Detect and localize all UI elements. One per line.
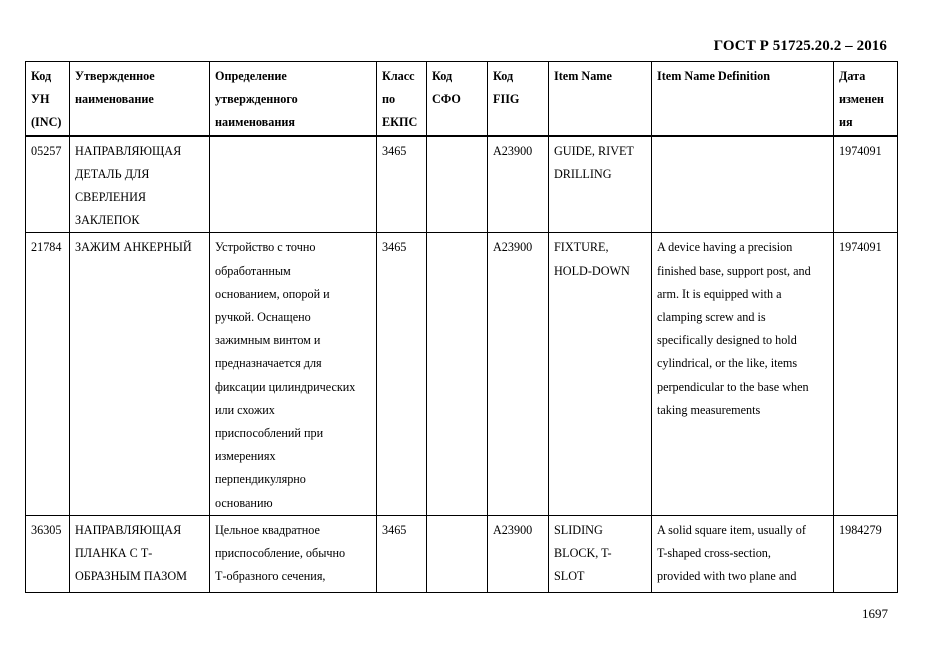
cell-line: cylindrical, or the like, items xyxy=(657,356,798,371)
column-header-line: утвержденного xyxy=(215,92,298,107)
catalog-table xyxy=(25,61,898,593)
column-header-line: FIIG xyxy=(493,92,520,107)
cell-fiig: A23900 xyxy=(488,136,549,233)
column-header-line: ия xyxy=(839,115,853,130)
column-header-line: УН xyxy=(31,92,50,107)
column-header-line: СФО xyxy=(432,92,461,107)
document-header: ГОСТ Р 51725.20.2 – 2016 xyxy=(713,38,887,54)
column-header-line: (INC) xyxy=(31,115,62,130)
column-header-line: Определение xyxy=(215,69,287,83)
table-row xyxy=(26,233,898,515)
cell-fiig: A23900 xyxy=(488,515,549,592)
column-header-line: Дата xyxy=(839,69,866,83)
cell-line: GUIDE, RIVET xyxy=(554,143,634,158)
cell-line: ДЕТАЛЬ ДЛЯ xyxy=(75,166,150,181)
column-header-class xyxy=(377,62,427,136)
cell-line: Устройство с точно xyxy=(215,240,316,255)
column-header-date xyxy=(834,62,898,136)
cell-line: SLIDING xyxy=(554,522,603,537)
column-header-line: наименования xyxy=(215,115,295,130)
cell-sfo xyxy=(427,136,488,233)
cell-inc: 36305 xyxy=(26,515,70,592)
cell-line: основанию xyxy=(215,495,273,510)
cell-line: или схожих xyxy=(215,402,275,417)
cell-date: 1974091 xyxy=(834,233,898,515)
column-header-sfo xyxy=(427,62,488,136)
cell-fiig: A23900 xyxy=(488,233,549,515)
table-header-row xyxy=(26,62,898,136)
column-header-item-name xyxy=(549,62,652,136)
cell-line: фиксации цилиндрических xyxy=(215,379,356,394)
cell-class: 3465 xyxy=(377,233,427,515)
table-body xyxy=(26,136,898,593)
column-header-line: изменен xyxy=(839,92,884,107)
cell-sfo xyxy=(427,515,488,592)
cell-line: приспособлений при xyxy=(215,426,324,441)
cell-line: T-shaped cross-section, xyxy=(657,546,771,561)
column-header-name xyxy=(70,62,210,136)
cell-line: предназначается для xyxy=(215,356,322,371)
column-header-inc xyxy=(26,62,70,136)
cell-line: Цельное квадратное xyxy=(215,522,320,537)
cell-line: arm. It is equipped with a xyxy=(657,286,782,301)
cell-inc: 21784 xyxy=(26,233,70,515)
cell-definition xyxy=(210,136,377,233)
cell-date: 1984279 xyxy=(834,515,898,592)
cell-line: Т-образного сечения, xyxy=(215,569,326,584)
cell-line: A solid square item, usually of xyxy=(657,522,806,537)
cell-line: НАПРАВЛЯЮЩАЯ xyxy=(75,143,182,158)
cell-line: ЗАЖИМ АНКЕРНЫЙ xyxy=(75,240,192,255)
cell-line: clamping screw and is xyxy=(657,310,766,325)
cell-line: A device having a precision xyxy=(657,240,793,255)
cell-line: SLOT xyxy=(554,569,585,584)
cell-line: ЗАКЛЕПОК xyxy=(75,213,140,228)
cell-line: ручкой. Оснащено xyxy=(215,310,311,325)
cell-line: specifically designed to hold xyxy=(657,333,797,348)
page-number: 1697 xyxy=(862,606,888,621)
column-header-line: по xyxy=(382,92,396,107)
column-header-line: Утвержденное xyxy=(75,69,155,83)
cell-line: provided with two plane and xyxy=(657,569,797,584)
column-header-line: Код xyxy=(432,69,453,83)
cell-line: FIXTURE, xyxy=(554,240,609,255)
cell-line: HOLD-DOWN xyxy=(554,263,630,278)
column-header-line: Код xyxy=(31,69,52,83)
cell-line: перпендикулярно xyxy=(215,472,306,487)
column-header-line: Код xyxy=(493,69,514,83)
cell-line: DRILLING xyxy=(554,166,612,181)
column-header-line: Класс xyxy=(382,69,415,83)
cell-line: BLOCK, T- xyxy=(554,546,612,561)
cell-line: обработанным xyxy=(215,263,291,278)
cell-line: taking measurements xyxy=(657,402,761,417)
cell-line: ПЛАНКА С Т- xyxy=(75,546,153,561)
cell-name xyxy=(70,136,210,233)
column-header-line: Item Name Definition xyxy=(657,69,771,83)
cell-name xyxy=(70,233,210,515)
cell-line: СВЕРЛЕНИЯ xyxy=(75,190,147,205)
cell-inc: 05257 xyxy=(26,136,70,233)
cell-item-name xyxy=(549,515,652,592)
cell-item-name xyxy=(549,233,652,515)
column-header-line: ЕКПС xyxy=(382,115,418,130)
cell-line: приспособление, обычно xyxy=(215,546,346,561)
column-header-item-definition xyxy=(652,62,834,136)
table-row xyxy=(26,136,898,233)
column-header-fiig xyxy=(488,62,549,136)
cell-line: НАПРАВЛЯЮЩАЯ xyxy=(75,522,182,537)
cell-name xyxy=(70,515,210,592)
cell-line: зажимным винтом и xyxy=(215,333,321,348)
cell-item-definition xyxy=(652,515,834,592)
cell-class: 3465 xyxy=(377,136,427,233)
cell-sfo xyxy=(427,233,488,515)
cell-item-name xyxy=(549,136,652,233)
column-header-line: Item Name xyxy=(554,69,612,83)
cell-line: ОБРАЗНЫМ ПАЗОМ xyxy=(75,569,187,584)
cell-item-definition xyxy=(652,233,834,515)
cell-definition xyxy=(210,233,377,515)
cell-line: perpendicular to the base when xyxy=(657,379,809,394)
cell-line: основанием, опорой и xyxy=(215,286,330,301)
cell-date: 1974091 xyxy=(834,136,898,233)
cell-class: 3465 xyxy=(377,515,427,592)
table-row xyxy=(26,515,898,592)
cell-line: finished base, support post, and xyxy=(657,263,811,278)
cell-definition xyxy=(210,515,377,592)
column-header-line: наименование xyxy=(75,92,154,107)
column-header-definition xyxy=(210,62,377,136)
cell-item-definition xyxy=(652,136,834,233)
cell-line: измерениях xyxy=(215,449,276,464)
